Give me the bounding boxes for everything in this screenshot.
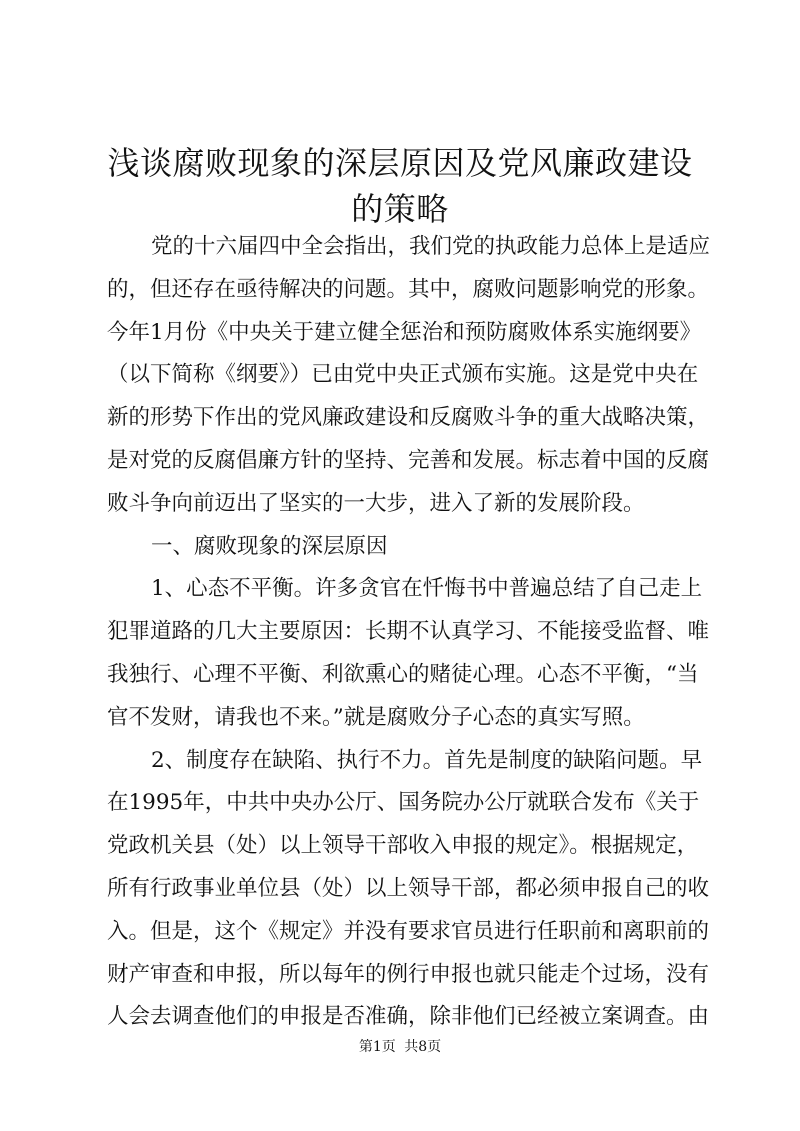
- paragraph-line: 败斗争向前迈出了坚实的一大步，进入了新的发展阶段。: [107, 490, 645, 516]
- page-footer: [0, 1037, 800, 1057]
- document-body: [107, 226, 711, 1039]
- paragraph-line: 2、制度存在缺陷、执行不力。首先是制度的缺陷问题。早: [151, 747, 703, 773]
- paragraph-line: 党政机关县（处）以上领导干部收入申报的规定》。根据规定，: [107, 833, 699, 859]
- paragraph-line: 入。但是，这个《规定》并没有要求官员进行任职前和离职前的: [107, 918, 710, 944]
- paragraph-line: （以下简称《纲要》）已由党中央正式颁布实施。这是党中央在: [107, 362, 699, 388]
- paragraph-line: 我独行、心理不平衡、利欲熏心的赌徒心理。心态不平衡，“当: [107, 661, 699, 687]
- paragraph-line: 今年1月份《中央关于建立健全惩治和预防腐败体系实施纲要》: [107, 319, 702, 345]
- paragraph-line: 财产审查和申报，所以每年的例行申报也就只能走个过场，没有: [107, 961, 710, 987]
- section-heading: 一、腐败现象的深层原因: [151, 533, 388, 559]
- document-title: 浅谈腐败现象的深层原因及党风廉政建设的策略: [107, 144, 693, 228]
- page-number: 第1页: [358, 1039, 396, 1055]
- paragraph-line: 是对党的反腐倡廉方针的坚持、完善和发展。标志着中国的反腐: [107, 447, 710, 473]
- paragraph-line: 的，但还存在亟待解决的问题。其中，腐败问题影响党的形象。: [107, 276, 710, 302]
- paragraph-line: 犯罪道路的几大主要原因：长期不认真学习、不能接受监督、唯: [107, 619, 710, 645]
- paragraph-line: 在1995年，中共中央办公厅、国务院办公厅就联合发布《关于: [107, 790, 700, 816]
- paragraph-line: 所有行政事业单位县（处）以上领导干部，都必须申报自己的收: [107, 875, 710, 901]
- paragraph-line: 1、心态不平衡。许多贪官在忏悔书中普遍总结了自己走上: [151, 576, 703, 602]
- page-total: 共8页: [404, 1039, 442, 1055]
- paragraph-line: 党的十六届四中全会指出，我们党的执政能力总体上是适应: [151, 234, 711, 259]
- paragraph-line: 新的形势下作出的党风廉政建设和反腐败斗争的重大战略决策，: [107, 405, 710, 431]
- paragraph-line: 官不发财，请我也不来。”就是腐败分子心态的真实写照。: [107, 704, 645, 730]
- paragraph-line: 人会去调查他们的申报是否准确，除非他们已经被立案调查。由: [107, 1004, 710, 1030]
